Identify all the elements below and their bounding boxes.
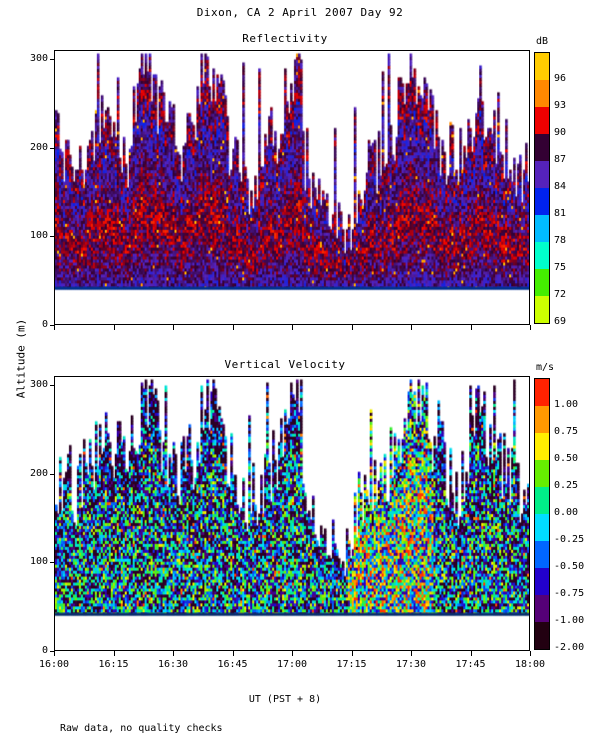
colorbar-vertical-velocity	[534, 378, 550, 650]
y-tick-label: 200	[29, 467, 48, 479]
x-tick-label: 17:45	[455, 659, 486, 670]
colorbar-tick-label: -0.75	[554, 588, 585, 599]
y-tick-mark	[50, 385, 55, 386]
reflectivity-heatmap	[55, 51, 529, 324]
x-tick-mark	[233, 325, 234, 330]
colorbar-segment	[535, 296, 549, 323]
x-tick-mark	[54, 325, 55, 330]
x-tick-mark	[233, 651, 234, 656]
y-tick-label: 100	[29, 556, 48, 568]
y-tick-label: 200	[29, 141, 48, 153]
y-tick-mark	[50, 474, 55, 475]
panel-title-vertical-velocity: Vertical Velocity	[224, 358, 346, 371]
x-tick-label: 18:00	[514, 659, 546, 670]
colorbar-segment	[535, 406, 549, 433]
colorbar-segment	[535, 80, 549, 107]
y-axis-title: Altitude (m)	[14, 318, 28, 399]
x-tick-mark	[471, 651, 472, 656]
y-tick-label: 100	[29, 230, 48, 242]
colorbar-tick-label: -0.25	[554, 534, 585, 545]
figure-title: Dixon, CA 2 April 2007 Day 92	[196, 6, 404, 19]
colorbar-tick-label: 0.00	[554, 507, 579, 518]
y-tick-mark	[50, 562, 55, 563]
colorbar-segment	[535, 568, 549, 595]
x-tick-label: 16:45	[217, 659, 248, 670]
colorbar-segment	[535, 379, 549, 406]
colorbar-segment	[535, 541, 549, 568]
y-tick-label: 0	[41, 319, 48, 330]
x-tick-mark	[54, 651, 55, 656]
y-tick-mark	[50, 236, 55, 237]
colorbar-tick-label: 72	[554, 289, 567, 300]
colorbar-segment	[535, 242, 549, 269]
colorbar-tick-label: 1.00	[554, 399, 579, 410]
footnote: Raw data, no quality checks	[60, 723, 223, 734]
colorbar-tick-label: -0.50	[554, 561, 585, 572]
vertical-velocity-heatmap	[55, 377, 529, 650]
colorbar-segment	[535, 53, 549, 80]
colorbar-tick-label: -2.00	[554, 642, 585, 653]
colorbar-segment	[535, 622, 549, 649]
colorbar-tick-label: 69	[554, 316, 567, 327]
colorbar-tick-label: 75	[554, 262, 567, 273]
x-tick-label: 16:15	[98, 659, 129, 670]
reflectivity-plot[interactable]	[54, 50, 530, 325]
panel-title-reflectivity: Reflectivity	[242, 32, 328, 45]
colorbar-tick-label: 87	[554, 154, 567, 165]
colorbar-segment	[535, 107, 549, 134]
colorbar-tick-label: 93	[554, 100, 567, 111]
x-tick-mark	[173, 325, 174, 330]
x-tick-mark	[530, 325, 531, 330]
colorbar-segment	[535, 433, 549, 460]
colorbar-segment	[535, 188, 549, 215]
colorbar-tick-label: 78	[554, 235, 567, 246]
colorbar-segment	[535, 215, 549, 242]
colorbar-tick-label: 0.25	[554, 480, 579, 491]
colorbar-segment	[535, 134, 549, 161]
x-tick-label: 16:00	[38, 659, 70, 670]
y-tick-label: 300	[29, 52, 48, 64]
x-tick-mark	[114, 651, 115, 656]
x-tick-mark	[530, 651, 531, 656]
y-tick-label: 300	[29, 378, 48, 390]
colorbar-segment	[535, 269, 549, 296]
x-tick-mark	[411, 651, 412, 656]
y-tick-label: 0	[41, 645, 48, 656]
colorbar-tick-label: 90	[554, 127, 567, 138]
colorbar-tick-label: 96	[554, 73, 567, 84]
y-tick-mark	[50, 59, 55, 60]
x-tick-mark	[352, 651, 353, 656]
colorbar-tick-label: 0.50	[554, 453, 579, 464]
x-tick-mark	[292, 651, 293, 656]
x-tick-label: 17:30	[395, 659, 427, 670]
x-tick-label: 17:00	[276, 659, 308, 670]
y-tick-mark	[50, 148, 55, 149]
colorbar-title-db: dB	[536, 36, 549, 47]
x-tick-mark	[292, 325, 293, 330]
colorbar-tick-label: 0.75	[554, 426, 579, 437]
x-tick-mark	[114, 325, 115, 330]
colorbar-reflectivity	[534, 52, 550, 324]
colorbar-segment	[535, 595, 549, 622]
colorbar-title-ms: m/s	[536, 362, 555, 373]
colorbar-segment	[535, 460, 549, 487]
x-axis-title: UT (PST + 8)	[248, 694, 322, 705]
colorbar-segment	[535, 487, 549, 514]
x-tick-mark	[352, 325, 353, 330]
colorbar-tick-label: -1.00	[554, 615, 585, 626]
colorbar-segment	[535, 514, 549, 541]
x-tick-mark	[471, 325, 472, 330]
colorbar-tick-label: 84	[554, 181, 567, 192]
x-tick-label: 17:15	[336, 659, 367, 670]
colorbar-segment	[535, 161, 549, 188]
x-tick-label: 16:30	[157, 659, 189, 670]
x-tick-mark	[411, 325, 412, 330]
x-tick-mark	[173, 651, 174, 656]
colorbar-tick-label: 81	[554, 208, 567, 219]
vertical-velocity-plot[interactable]	[54, 376, 530, 651]
